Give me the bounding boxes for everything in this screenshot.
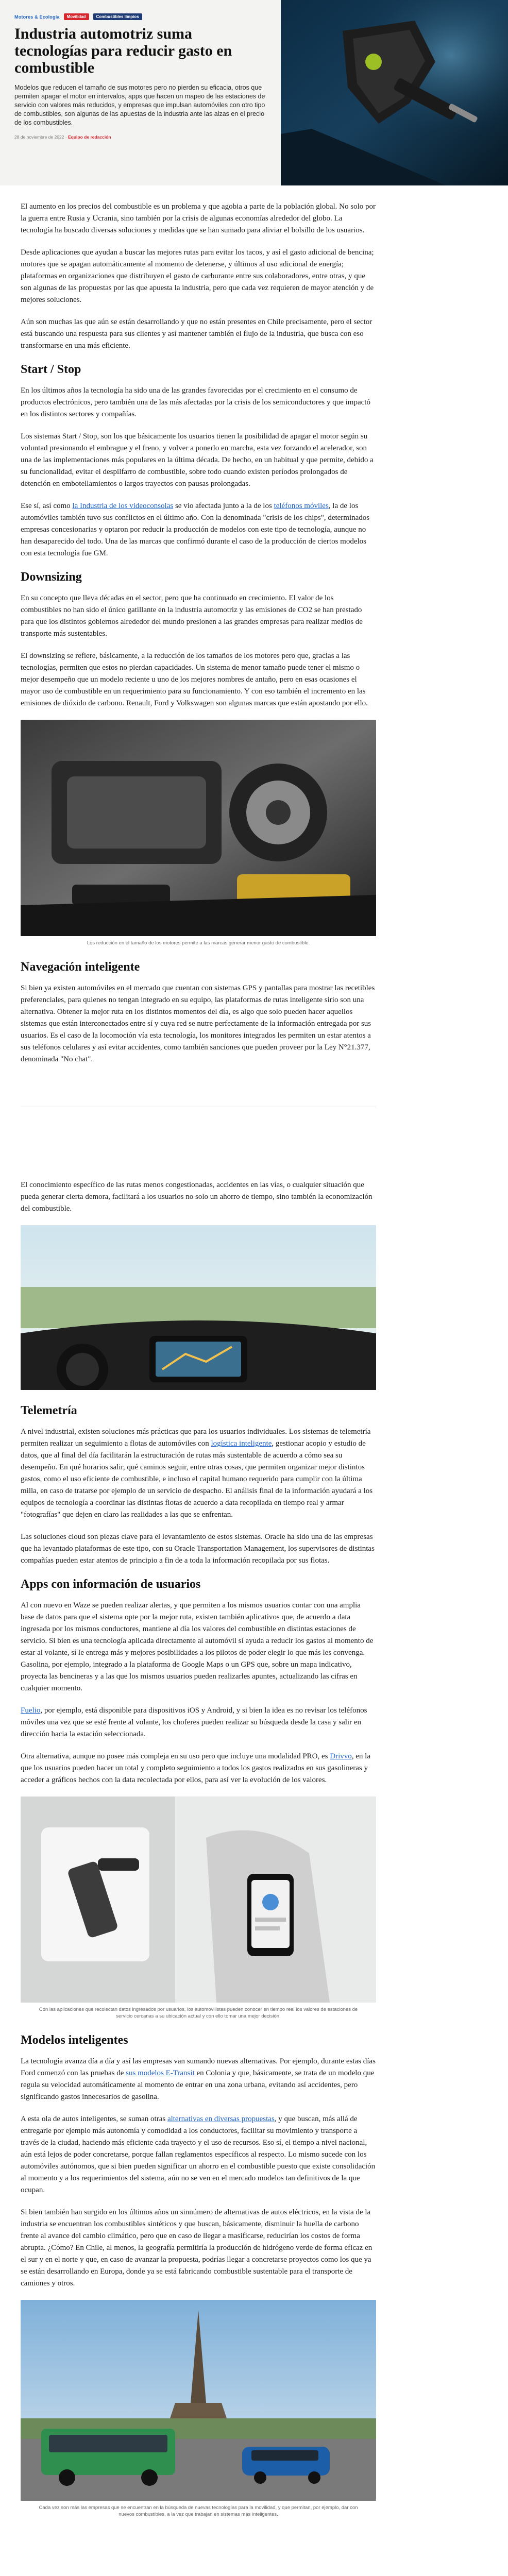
text-span: , y que buscan, más allá de entregarle por ejemplo más autonomía y comodidad a los conductores, facilitar su movimiento y transporte a través de la ciudad, haciendo más eficiente cada trayecto y el uso de recursos. Eso sí, el tiempo a nivel nacional, aún está lejos de poder concretarse, porque fallan reglamentos específicos al respecto. Lo mismo sucede con los automóviles autónomos, que si bien pueden significar un ahorro en el combustible puesto que existe consolidación al momento y a los requerimientos del sistema, aún no se ven en el mercado modelos tan definitivos de la que ocupan.	[21, 2115, 376, 2194]
link-alternativas[interactable]: alternativas en diversas propuestas	[167, 2115, 275, 2123]
heading-downsizing: Downsizing	[21, 570, 82, 584]
paragraph: Las soluciones cloud son piezas clave para el levantamiento de estos sistemas. Oracle ha sido una de las empresas que ha levantado plataformas de este tipo, con su Oracle Transportation Management, los supervisores de distintas compañías pueden estar atentos de principio a fin de a toda la información recopilada por sus flotas.	[21, 1533, 375, 1565]
paragraph	[21, 1426, 376, 1521]
heading-apps: Apps con información de usuarios	[21, 1578, 201, 1591]
image-dashboard-navigation	[21, 1225, 376, 1390]
figure-caption: Los reducción en el tamaño de los motores permite a las marcas generar menor gasto de combustible.	[87, 940, 310, 946]
image-fueling-phone	[21, 1797, 376, 2003]
paragraph: Los sistemas Start / Stop, son los que básicamente los usuarios tienen la posibilidad de apagar el motor según su voluntad presionando el embrague y el freno, y volver a ponerlo en marcha, esta vez forzando el acelerador, son una de las implementaciones más populares en la última década. De hecho, en un habitual y que permite, debido a su funcionalidad, evitar el despilfarro de combustible, sobre todo cuando existen períodos prolongados de detención en embotellamientos o largos trayectos con pausas prolongadas.	[21, 432, 374, 488]
paragraph	[21, 500, 376, 560]
paragraph: El downsizing se refiere, básicamente, a la reducción de los tamaños de los motores pero que, gracias a las tecnologías, permiten que estos no pierdan capacidades. Un sistema de menor tamaño puede tener el mismo o mejor desempeño que un modelo reciente u uno de los mejores nombres de antaño, pero en esas ocasiones el mayor uso de combustible en un requerimiento para su funcionamiento. Y con eso también el incremento en las emisiones de dióxido de carbono. Renault, Ford y Volkswagen son algunas marcas que están apostando por ello.	[21, 652, 368, 707]
heading-telemetria: Telemetría	[21, 1404, 77, 1417]
hero-image-fuel-nozzle	[281, 0, 508, 185]
heading-start-stop: Start / Stop	[21, 363, 81, 376]
image-paris-bus	[21, 2300, 376, 2501]
section-link[interactable]: Motores & Ecología	[14, 14, 60, 20]
image-engine	[21, 720, 376, 936]
tag-badge-combustibles[interactable]: Combustibles limpios	[93, 13, 142, 20]
figure-dashboard	[21, 1225, 376, 1390]
link-fuelio[interactable]: Fuelio	[21, 1706, 41, 1715]
link-drivvo[interactable]: Drivvo	[330, 1752, 352, 1760]
link-e-transit[interactable]: sus modelos E-Transit	[126, 2069, 195, 2077]
text-span: A esta ola de autos inteligentes, se suman otras	[21, 2115, 167, 2123]
hero-text	[0, 0, 281, 185]
breadcrumb	[14, 13, 266, 20]
link-videoconsolas[interactable]: la Industria de los videoconsolas	[72, 502, 174, 510]
heading-modelos: Modelos inteligentes	[21, 2033, 128, 2047]
paragraph	[21, 1751, 376, 1786]
text-span: en Colonia y que, básicamente, se trata de un modelo que regula su velocidad automáticamente al momento de entrar en una zona urbana, evitando así accidentes, pero significando gastos innecesarios de gasolina.	[21, 2069, 375, 2101]
byline-author[interactable]: Equipo de redacción	[68, 134, 111, 140]
article-hero	[0, 0, 508, 185]
article-lede: Modelos que reducen el tamaño de sus motores pero no pierden su eficacia, otros que permiten apagar el motor en intervalos, apps que hacen un mapeo de las estaciones de servicio con valores más reducidos, y empresas que impulsan automóviles con otro tipo de combustibles, son algunas de las apuestas de la industria ante las alzas en el precio de los combustibles.	[14, 84, 265, 126]
paragraph: El conocimiento específico de las rutas menos congestionadas, accidentes en las vías, o cualquier situación que pueda generar cierta demora, facilitará a los usuarios no solo un ahorro de tiempo, sino también la economización del combustible.	[21, 1181, 372, 1213]
figure-paris	[21, 2300, 376, 2518]
text-span: Otra alternativa, aunque no posee más compleja en su uso pero que incluye una modalidad PRO, es	[21, 1752, 330, 1760]
paragraph: Desde aplicaciones que ayudan a buscar las mejores rutas para evitar los tacos, y así el gasto adicional de bencina; motores que se apagan automáticamente al momento de detenerse, y últimos al uso adicional de energía; plataformas en organizaciones que distribuyen el gasto de carburante entre sus colaboradores, entre otras, y que son algunas de las propuestas por las que apuesta la industria, pero que cada vez requieren de mayor atención y de mejores soluciones.	[21, 248, 374, 304]
text-span: A nivel industrial, existen soluciones más prácticas que para los usuarios individuales. Los sistemas de telemetría permiten realizar un seguimiento a flotas de automóviles con	[21, 1428, 371, 1448]
byline-date: 28 de noviembre de 2022	[14, 134, 64, 140]
paragraph: Si bien también han surgido en los últimos años un sinnúmero de alternativas de autos eléctricos, en la vista de la industria se encuentran los combustibles sintéticos y que buscan, básicamente, disminuir la huella de carbono frente al avance del cambio climático, pero que en caso de llegar a masificarse, reducirían los costos de forma abrupta. ¿Cómo? En Chile, al menos, la geografía permitiría la producción de hidrógeno verde de forma eficaz en el sur y en el norte y que, en caso de avanzar la propuesta, podrías llegar a concretarse proyectos como los que ya se están desarrollando en Europa, donde ya se está fabricando combustible sustentable para el transporte de camiones y otros.	[21, 2208, 372, 2287]
text-span: , en la que los usuarios pueden hacer un total y completo seguimiento a todos los gastos realizados en sus gasolineras y acceder a gráficos hechos con la data recolectada por ellos, para así ver la evolución de los valores.	[21, 1752, 370, 1784]
text-span: Ese sí, así como	[21, 502, 73, 510]
paragraph: Aún son muchas las que aún se están desarrollando y que no están presentes en Chile precisamente, pero el sector está buscando una respuesta para sus clientes y así mantener también el flujo de la industria, que busca con eso transformarse en una más eficiente.	[21, 318, 372, 350]
figure-caption: Con las aplicaciones que recolectan datos ingresados por usuarios, los automovilistas pueden conocer en tiempo real los valores de estaciones de servicio cercanas a su ubicación actual y con ello tomar una mejor decisión.	[39, 2007, 358, 2019]
article-column	[21, 201, 376, 2518]
paragraph	[21, 1705, 376, 1740]
byline-separator: ·	[65, 134, 67, 140]
paragraph: El aumento en los precios del combustible es un problema y que agobia a parte de la población global. No solo por la guerra entre Rusia y Ucrania, sino también por la crisis de algunas economías alrededor del globo. La tecnología ha buscado diversas soluciones y medidas que se han sumado para aliviar el bolsillo de los usuarios.	[21, 202, 376, 234]
link-telefonos-moviles[interactable]: teléfonos móviles	[274, 502, 329, 510]
text-span: , gestionar acopio y estudio de datos, que al final del día facilitarán la estructuración de rutas más sustentable de acuerdo a cómo sea su desempeño. En qué horarios salir, qué caminos seguir, entre otras cosas, que permiten organizar mejor distintos gastos, como el uso eficiente de combustible, e incluso el capital humano requerido para cumplir con la última milla, en caso de tratarse por ejemplo de un servicio de despacho. El análisis final de la información ayudará a los equipos de tecnología a coordinar las distintas flotas de acuerdo a data recopilada en tiempo real y armar "fotografías" que dejen en claro las realidades a las que se enfrentan.	[21, 1439, 373, 1519]
paragraph: En su concepto que lleva décadas en el sector, pero que ha continuado en crecimiento. El valor de los combustibles no han sido el único gatillante en la industria automotriz y las emisiones de CO2 se han prestado para que los distintos gobiernos alrededor del mundo presionen a las grandes empresas para realizar medios de transporte más sustentables.	[21, 594, 363, 638]
paragraph: Al con nuevo en Waze se pueden realizar alertas, y que permiten a los mismos usuarios contar con una amplia base de datos para que el sistema opte por la mejor ruta, existen también aplicativos que, de acuerdo a data ingresada por los mismos conductores, mantiene al día los valores del combustible en distintas estaciones de servicio. Si bien es una tecnología aplicada directamente al automóvil sí ayuda a reducir los gastos al momento de estar al volante, sí le entrega más y mejores posibilidades a los pilotos de poder elegir lo que más les convenga. Gasolina, por ejemplo, integrado a la plataforma de Google Maps o un GPS que, sobre un mapa indicativo, proyecta las bencineras y a las que los mismos usuarios pueden realizarles apuntes, actualizando las cifras en cualquier momento.	[21, 1601, 374, 1692]
page-title: Industria automotriz suma tecnologías para reducir gasto en combustible	[14, 25, 232, 76]
figure-caption: Cada vez son más las empresas que se encuentran en la búsqueda de nuevas tecnologías para la movilidad, y que permitan, por ejemplo, dar con nuevos combustibles, a la vez que trabajan en sistemas más inteligentes.	[39, 2505, 358, 2517]
byline	[14, 134, 266, 140]
paragraph	[21, 2113, 376, 2196]
text-span: se vio afectada junto a la de los	[173, 502, 274, 510]
article-body	[0, 185, 508, 2552]
figure-fueling	[21, 1797, 376, 2020]
paragraph: En los últimos años la tecnología ha sido una de las grandes favorecidas por el crecimiento en el consumo de productos electrónicos, pero también una de las más afectadas por la crisis de los semiconductores y que impactó en los distintos sectores y compañías.	[21, 386, 370, 418]
tag-badge-movilidad[interactable]: Movilidad	[64, 13, 89, 20]
text-span: , por ejemplo, está disponible para dispositivos iOS y Android, y si bien la idea es no revisar los teléfonos móviles una vez que se esté frente al volante, los choferes pueden realizar su búsqueda desde la casa y salir en dirección hacia la estación seleccionada.	[21, 1706, 367, 1738]
ad-slot-empty	[21, 1123, 376, 1179]
paragraph	[21, 2056, 376, 2103]
text-span: , la de los automóviles también tuvo sus conflictos en el último año. Con la denominada "crisis de los chips", determinados empresas concesionarias y optaron por reducir la producción de modelos con este tipo de tecnología, aunque no han desaparecido del todo. Una de las marcas que confirmó durante el caso de la producción de ciertos modelos con esta tecnología fue GM.	[21, 502, 370, 557]
paragraph: Si bien ya existen automóviles en el mercado que cuentan con sistemas GPS y pantallas para mostrar las recetibles preferenciales, para quienes no tengan integrado en su equipo, las plataformas de rutas inteligente sirio son una alternativa. Obtener la mejor ruta en los distintos momentos del día, es algo que solo pueden hacer aquellos sistemas que están interconectados entre sí y cuya red se nutre perfectamente de la información entregada por sus usuarios. Es el caso de la locomoción vía esta tecnología, los monitores integrados les permiten un estar atentos a sus teléfonos celulares y así evitar accidentes, como también sanciones que pueden proveer por la Ley N°21.377, denominada "No chat".	[21, 984, 375, 1063]
figure-engine	[21, 720, 376, 946]
heading-navegacion: Navegación inteligente	[21, 960, 140, 974]
link-logistica-inteligente[interactable]: logística inteligente	[211, 1439, 272, 1448]
text-span: La tecnología avanza día a día y así las empresas van sumando nuevas alternativas. Por ejemplo, durante estas días Ford comenzó con las pruebas de	[21, 2057, 376, 2077]
